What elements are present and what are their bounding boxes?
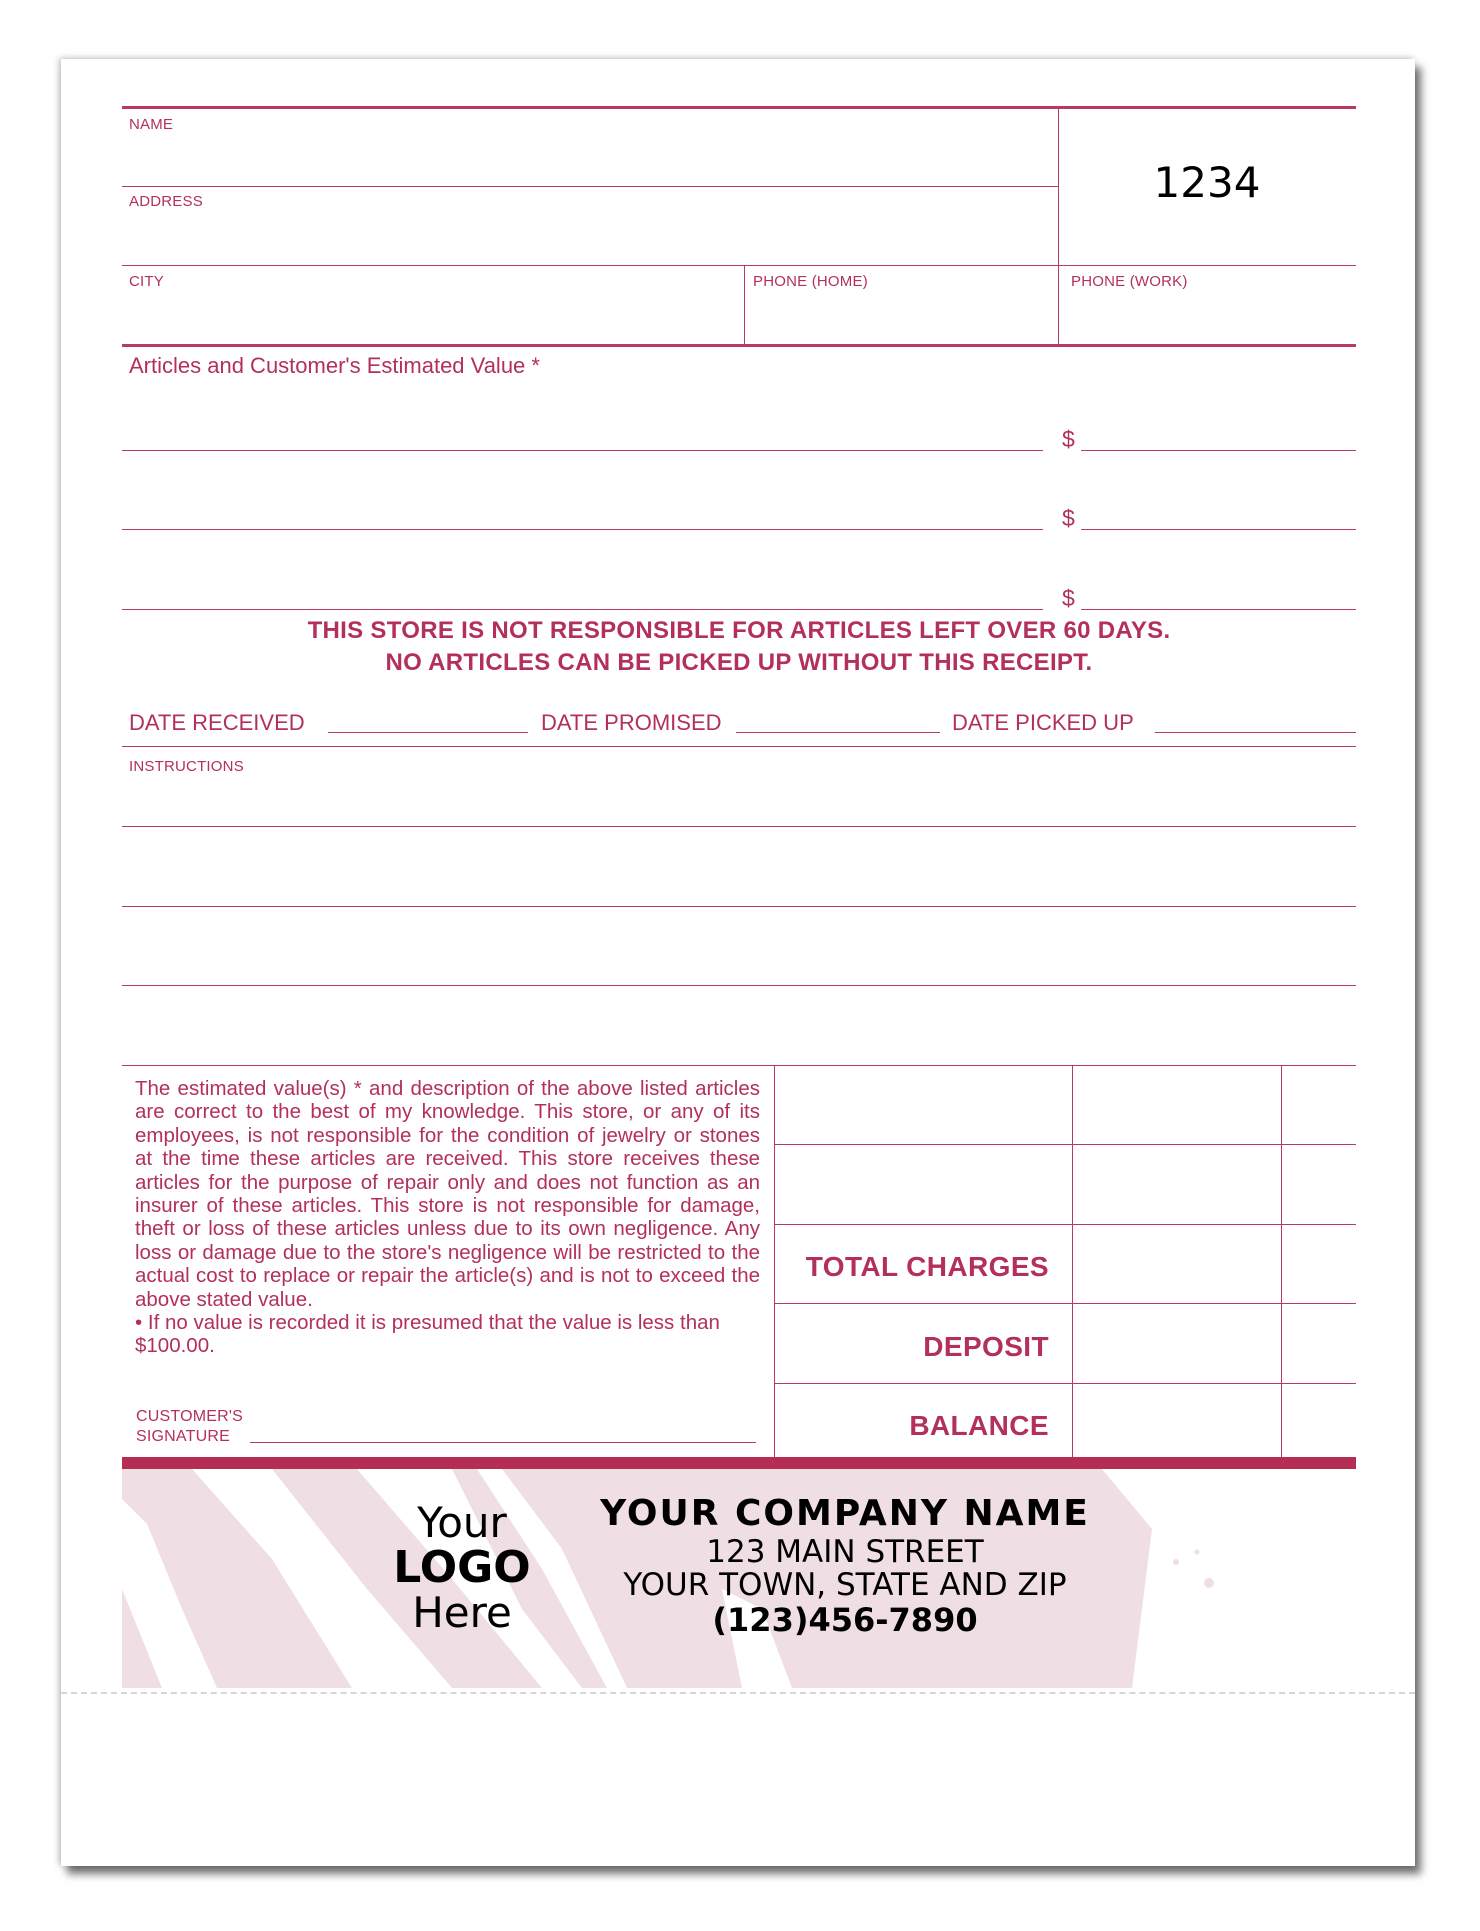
perforation-line [61, 1692, 1415, 1694]
total-charges-amount[interactable] [1074, 1226, 1356, 1302]
date-picked-up-label: DATE PICKED UP [952, 710, 1134, 735]
disclaimer-paragraph: The estimated value(s) * and description of the above listed articles are correct to the best of my knowledge. This store, or any of its employees, is not responsible for the condition of jewelry or stones at the time these articles are received. This store receives these articles for the purpose of repair only and does not function as an insurer of these articles. This store is not responsible for damage, theft or loss of these articles unless due to its own negligence. Any loss or damage due to the store's negligence will be restricted to the actual cost to replace or repair the article(s) and is not to exceed the above stated value. [135, 1077, 760, 1311]
city-rule [122, 265, 1356, 266]
dollar-sign: $ [1062, 426, 1075, 452]
article-description-line[interactable] [122, 450, 1043, 451]
charge-row-2-amount[interactable] [1074, 1146, 1356, 1222]
instructions-bottom-rule [122, 1065, 1356, 1066]
instructions-line[interactable] [122, 906, 1356, 907]
balance-amount[interactable] [1074, 1385, 1356, 1455]
date-picked-up-line[interactable] [1155, 732, 1356, 733]
logo-line-2: LOGO [393, 1542, 531, 1593]
date-received-label: DATE RECEIVED [129, 710, 305, 735]
logo-placeholder [372, 1500, 552, 1635]
dates-rule [122, 746, 1356, 747]
balance-label: BALANCE [909, 1410, 1049, 1441]
receipt-number: 1234 [1153, 158, 1261, 207]
instructions-line[interactable] [122, 985, 1356, 986]
company-name: YOUR COMPANY NAME [600, 1493, 1090, 1534]
signature-line[interactable] [250, 1442, 756, 1443]
logo-line-3: Here [412, 1588, 512, 1637]
articles-heading: Articles and Customer's Estimated Value * [129, 353, 540, 378]
charge-row-1-amount[interactable] [1074, 1067, 1356, 1143]
disclaimer-bullet: • If no value is recorded it is presumed that the value is less than $100.00. [135, 1311, 720, 1358]
phone-work-field[interactable] [1060, 267, 1356, 343]
article-value-line[interactable] [1081, 609, 1356, 610]
article-value-line[interactable] [1081, 529, 1356, 530]
name-field[interactable] [122, 108, 1058, 185]
instructions-line[interactable] [122, 826, 1356, 827]
name-field-label: NAME [129, 116, 174, 133]
charges-row-rule [774, 1303, 1356, 1304]
phone-home-divider [744, 266, 745, 345]
company-phone: (123)456-7890 [712, 1601, 978, 1639]
total-charges-label: TOTAL CHARGES [805, 1251, 1049, 1282]
phone-home-field[interactable] [746, 267, 1057, 343]
header-bottom-rule [122, 344, 1356, 347]
signature-label-line-2: SIGNATURE [136, 1428, 230, 1445]
number-box-divider [1058, 107, 1059, 345]
deposit-label: DEPOSIT [923, 1331, 1049, 1362]
charges-row-rule [774, 1383, 1356, 1384]
charges-row-rule [774, 1224, 1356, 1225]
charges-left-border [774, 1066, 775, 1457]
notice-line-2: NO ARTICLES CAN BE PICKED UP WITHOUT THIS RECEIPT. [385, 649, 1093, 676]
deposit-amount[interactable] [1074, 1305, 1356, 1381]
phone-home-field-label: PHONE (HOME) [753, 273, 868, 290]
article-description-line[interactable] [122, 609, 1043, 610]
notice-line-1: THIS STORE IS NOT RESPONSIBLE FOR ARTICLES LEFT OVER 60 DAYS. [307, 617, 1171, 644]
disclaimer-text [135, 1077, 760, 1358]
city-field-label: CITY [129, 273, 164, 290]
address-field-label: ADDRESS [129, 193, 203, 210]
phone-work-field-label: PHONE (WORK) [1071, 273, 1188, 290]
article-value-line[interactable] [1081, 450, 1356, 451]
city-field[interactable] [122, 267, 743, 343]
footer-band [122, 1457, 1356, 1469]
article-description-line[interactable] [122, 529, 1043, 530]
instructions-label: INSTRUCTIONS [129, 758, 244, 775]
charges-amount-divider [1072, 1066, 1073, 1457]
company-city-state-zip: YOUR TOWN, STATE AND ZIP [623, 1567, 1067, 1603]
name-rule [122, 186, 1058, 187]
date-promised-line[interactable] [736, 732, 940, 733]
company-info [585, 1492, 1105, 1638]
address-field[interactable] [122, 188, 1058, 264]
signature-label-line-1: CUSTOMER'S [136, 1408, 243, 1425]
date-received-line[interactable] [328, 732, 528, 733]
dollar-sign: $ [1062, 585, 1075, 611]
logo-line-1: Your [417, 1498, 507, 1547]
date-promised-label: DATE PROMISED [541, 710, 722, 735]
company-street: 123 MAIN STREET [706, 1534, 984, 1570]
charges-row-rule [774, 1144, 1356, 1145]
dollar-sign: $ [1062, 505, 1075, 531]
